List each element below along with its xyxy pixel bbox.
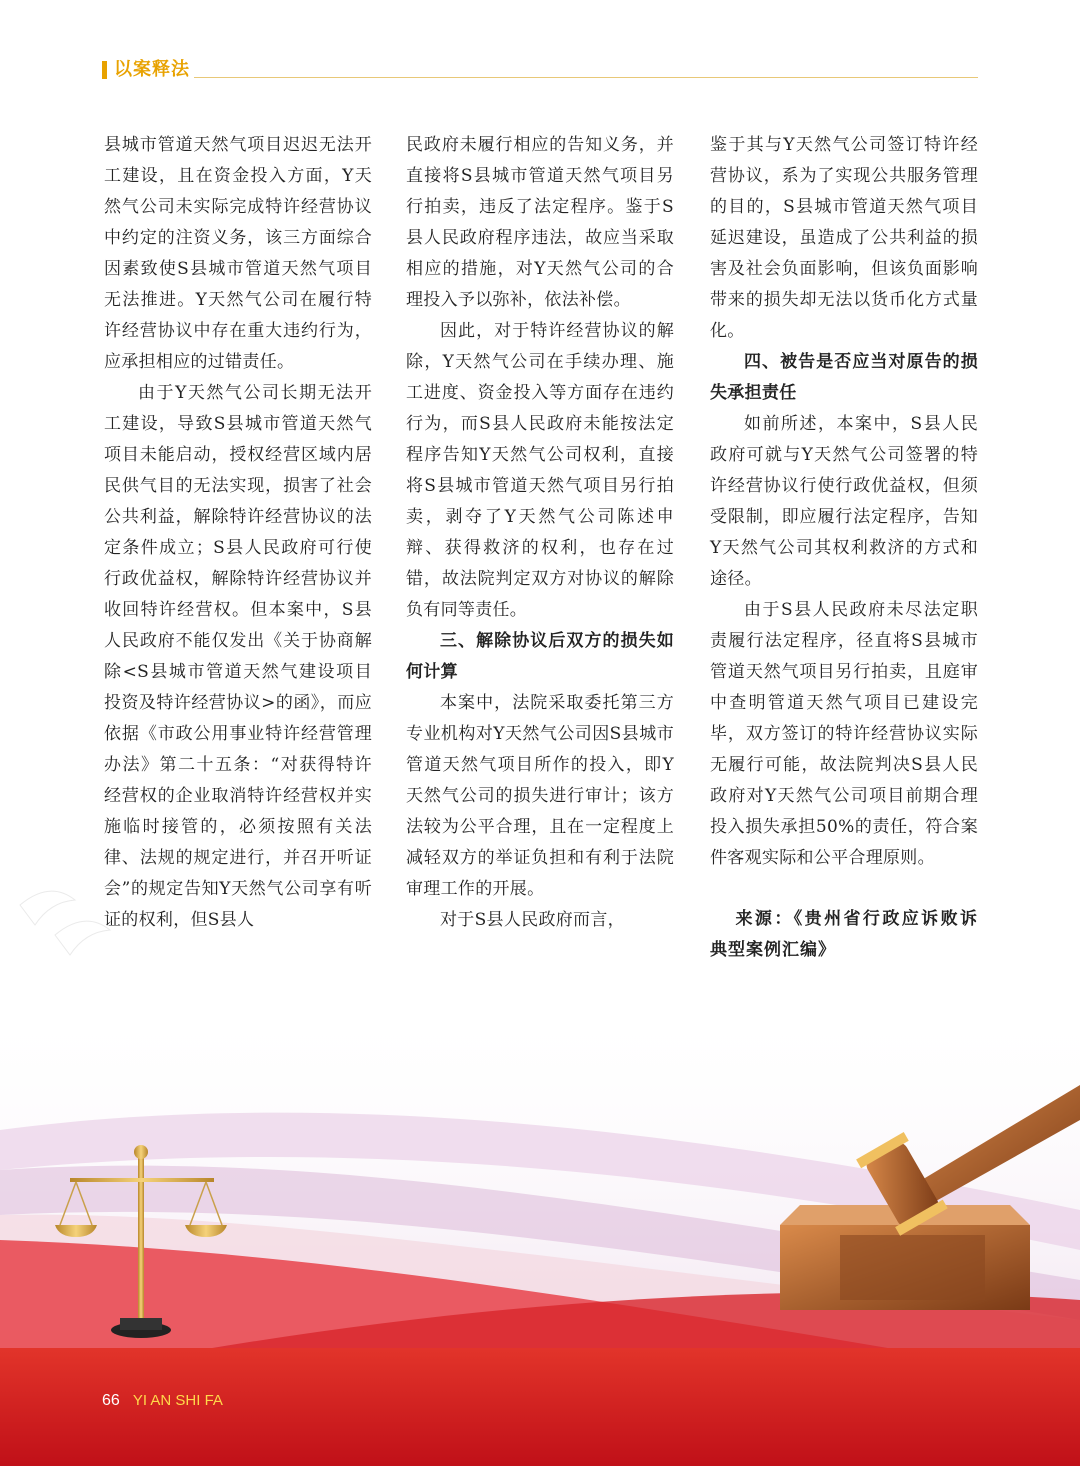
header-divider: [194, 77, 978, 78]
paragraph: 如前所述，本案中，S县人民政府可就与Y天然气公司签署的特许经营协议行使行政优益权，但须受限制，即应履行法定程序，告知Y天然气公司其权利救济的方式和途径。: [710, 414, 978, 589]
section-heading: 四、被告是否应当对原告的损失承担责任: [710, 352, 978, 403]
paragraph: 民政府未履行相应的告知义务，并直接将S县城市管道天然气项目另行拍卖，违反了法定程序。鉴于S县人民政府程序违法，故应当采取相应的措施，对Y天然气公司的合理投入予以弥补，依法补偿。: [406, 135, 674, 310]
section-header: [102, 58, 978, 82]
section-marker: [102, 61, 107, 79]
source-citation: 来源：《贵州省行政应诉败诉典型案例汇编》: [710, 909, 978, 960]
magazine-name: YI AN SHI FA: [132, 1392, 223, 1409]
text-column-1: [104, 130, 372, 936]
section-heading: 三、解除协议后双方的损失如何计算: [406, 631, 674, 682]
paragraph: 由于Y天然气公司长期无法开工建设，导致S县城市管道天然气项目未能启动，授权经营区域内居民供气目的无法实现，损害了社会公共利益，解除特许经营协议的法定条件成立；S县人民政府可行使行政优益权，解除特许经营协议并收回特许经营权。但本案中，S县人民政府不能仅发出《关于协商解除<S县城市管道天然气建设项目投资及特许经营协议>的函》，而应依据《市政公用事业特许经营管理办法》第二十五条：“对获得特许经营权的企业取消特许经营权并实施临时接管的，必须按照有关法律、法规的规定进行，并召开听证会”的规定告知Y天然气公司享有听证的权利，但S县人: [104, 383, 372, 930]
page-number: 66: [102, 1392, 120, 1409]
paragraph: 县城市管道天然气项目迟迟无法开工建设，且在资金投入方面，Y天然气公司未实际完成特许经营协议中约定的注资义务，该三方面综合因素致使S县城市管道天然气项目无法推进。Y天然气公司在履行特许经营协议中存在重大违约行为，应承担相应的过错责任。: [104, 135, 372, 372]
paragraph: 因此，对于特许经营协议的解除，Y天然气公司在手续办理、施工进度、资金投入等方面存在违约行为，而S县人民政府未能按法定程序告知Y天然气公司权利，直接将S县城市管道天然气项目另行拍卖，剥夺了Y天然气公司陈述申辩、获得救济的权利，也存在过错，故法院判定双方对协议的解除负有同等责任。: [406, 321, 674, 620]
paragraph: 对于S县人民政府而言，: [440, 910, 625, 930]
text-column-3: [710, 130, 978, 966]
paragraph: 鉴于其与Y天然气公司签订特许经营协议，系为了实现公共服务管理的目的，S县城市管道天然气项目延迟建设，虽造成了公共利益的损害及社会负面影响，但该负面影响带来的损失却无法以货币化方式量化。: [710, 135, 978, 341]
paragraph: 本案中，法院采取委托第三方专业机构对Y天然气公司因S县城市管道天然气项目所作的投入，即Y天然气公司的损失进行审计；该方法较为公平合理，且在一定程度上减轻双方的举证负担和有利于法院审理工作的开展。: [406, 693, 674, 899]
paragraph: 由于S县人民政府未尽法定职责履行法定程序，径直将S县城市管道天然气项目另行拍卖，且庭审中查明管道天然气项目已建设完毕，双方签订的特许经营协议实际无履行可能，故法院判决S县人民政府对Y天然气公司项目前期合理投入损失承担50%的责任，符合案件客观实际和公平合理原则。: [710, 600, 978, 868]
page-footer: [102, 1390, 223, 1412]
section-title: 以案释法: [114, 59, 190, 80]
text-column-2: [406, 130, 674, 936]
